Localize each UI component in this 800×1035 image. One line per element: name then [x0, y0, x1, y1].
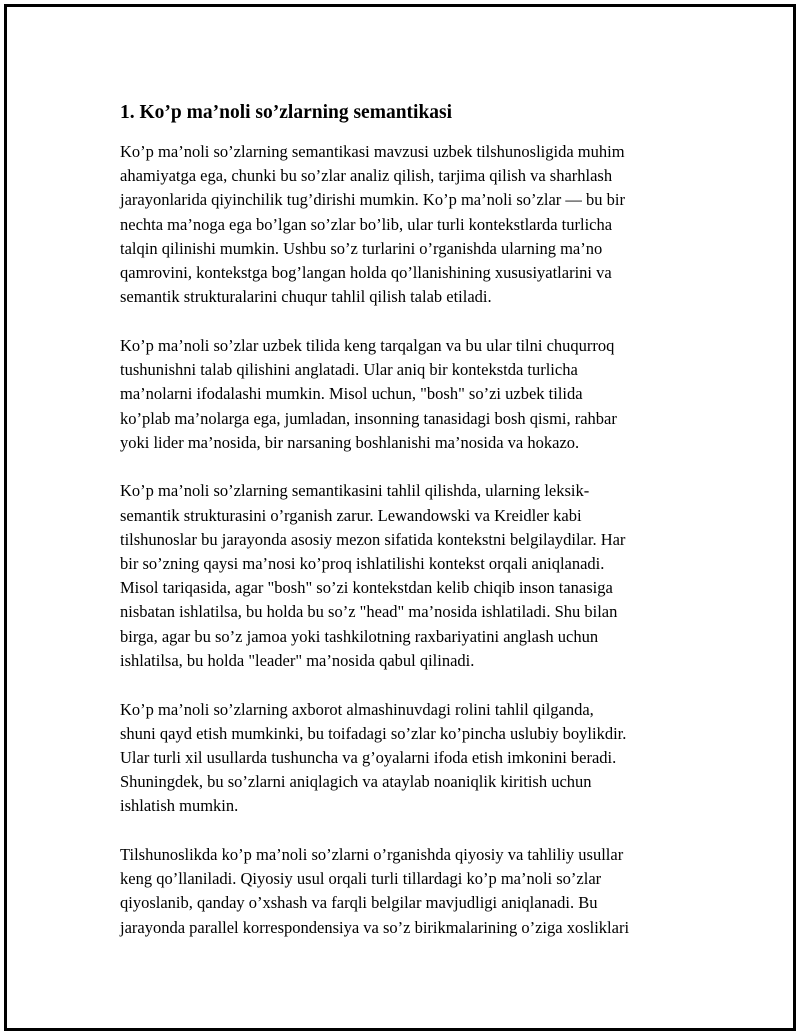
- text-line: ma’nolarni ifodalashi mumkin. Misol uchun, "bosh" so’zi uzbek tilida: [120, 384, 583, 404]
- text-line: bir so’zning qaysi ma’nosi ko’proq ishlatilishi kontekst orqali aniqlanadi.: [120, 554, 605, 574]
- text-line: ahamiyatga ega, chunki bu so’zlar analiz qilish, tarjima qilish va sharhlash: [120, 166, 613, 186]
- text-line: qiyoslanib, qanday o’xshash va farqli belgilar mavjudligi aniqlanadi. Bu: [120, 893, 598, 913]
- text-line: qamrovini, kontekstga bog’langan holda qo’llanishining xususiyatlarini va: [120, 263, 612, 283]
- text-line: ishlatish mumkin.: [120, 796, 239, 816]
- text-line: talqin qilinishi mumkin. Ushbu so’z turlarini o’rganishda ularning ma’no: [120, 238, 603, 258]
- text-line: Ko’p ma’noli so’zlar uzbek tilida keng tarqalgan va bu ular tilni chuqurroq: [120, 335, 615, 355]
- paragraph-5: [120, 843, 700, 940]
- text-line: birga, agar bu so’z jamoa yoki tashkilotning raxbariyatini anglash uchun: [120, 626, 599, 646]
- text-line: jarayonda parallel korrespondensiya va so’z birikmalarining o’ziga xosliklari: [120, 917, 630, 937]
- text-line: nisbatan ishlatilsa, bu holda bu so’z "head" ma’nosida ishlatiladi. Shu bilan: [120, 602, 618, 622]
- text-line: keng qo’llaniladi. Qiyosiy usul orqali turli tillardagi ko’p ma’noli so’zlar: [120, 869, 602, 889]
- text-line: jarayonlarida qiyinchilik tug’dirishi mumkin. Ko’p ma’noli so’zlar — bu bir: [120, 190, 625, 210]
- paragraph-3: [120, 479, 700, 673]
- text-line: semantik strukturasini o’rganish zarur. Lewandowski va Kreidler kabi: [120, 505, 582, 525]
- text-line: Misol tariqasida, agar "bosh" so’zi kontekstdan kelib chiqib inson tanasiga: [120, 578, 613, 598]
- text-line: shuni qayd etish mumkinki, bu toifadagi so’zlar ko’pincha uslubiy boylikdir.: [120, 723, 627, 743]
- text-line: yoki lider ma’nosida, bir narsaning boshlanishi ma’nosida va hokazo.: [120, 432, 580, 452]
- text-line: Ular turli xil usullarda tushuncha va g’oyalarni ifoda etish imkonini beradi.: [120, 747, 617, 767]
- text-line: ishlatilsa, bu holda "leader" ma’nosida qabul qilinadi.: [120, 650, 475, 670]
- text-line: ko’plab ma’nolarga ega, jumladan, insonning tanasidagi bosh qismi, rahbar: [120, 408, 617, 428]
- text-line: tushunishni talab qilishini anglatadi. Ular aniq bir kontekstda turlicha: [120, 360, 578, 380]
- document-body: [120, 100, 700, 964]
- text-line: Tilshunoslikda ko’p ma’noli so’zlarni o’rganishda qiyosiy va tahliliy usullar: [120, 845, 624, 865]
- paragraph-4: [120, 698, 700, 819]
- text-line: Ko’p ma’noli so’zlarning semantikasini tahlil qilishda, ularning leksik-: [120, 481, 590, 501]
- text-line: nechta ma’noga ega bo’lgan so’zlar bo’lib, ular turli kontekstlarda turlicha: [120, 214, 613, 234]
- paragraph-2: [120, 334, 700, 455]
- page-frame: [4, 4, 796, 1031]
- text-line: tilshunoslar bu jarayonda asosiy mezon sifatida kontekstni belgilaydilar. Har: [120, 529, 626, 549]
- text-line: Shuningdek, bu so’zlarni aniqlagich va ataylab noaniqlik kiritish uchun: [120, 772, 592, 792]
- page-title: 1. Ko’p ma’noli so’zlarning semantikasi: [120, 102, 453, 123]
- text-line: semantik strukturalarini chuqur tahlil qilish talab etiladi.: [120, 287, 492, 307]
- text-line: Ko’p ma’noli so’zlarning axborot almashinuvdagi rolini tahlil qilganda,: [120, 699, 594, 719]
- paragraph-1: [120, 140, 700, 309]
- text-line: Ko’p ma’noli so’zlarning semantikasi mavzusi uzbek tilshunosligida muhim: [120, 142, 625, 161]
